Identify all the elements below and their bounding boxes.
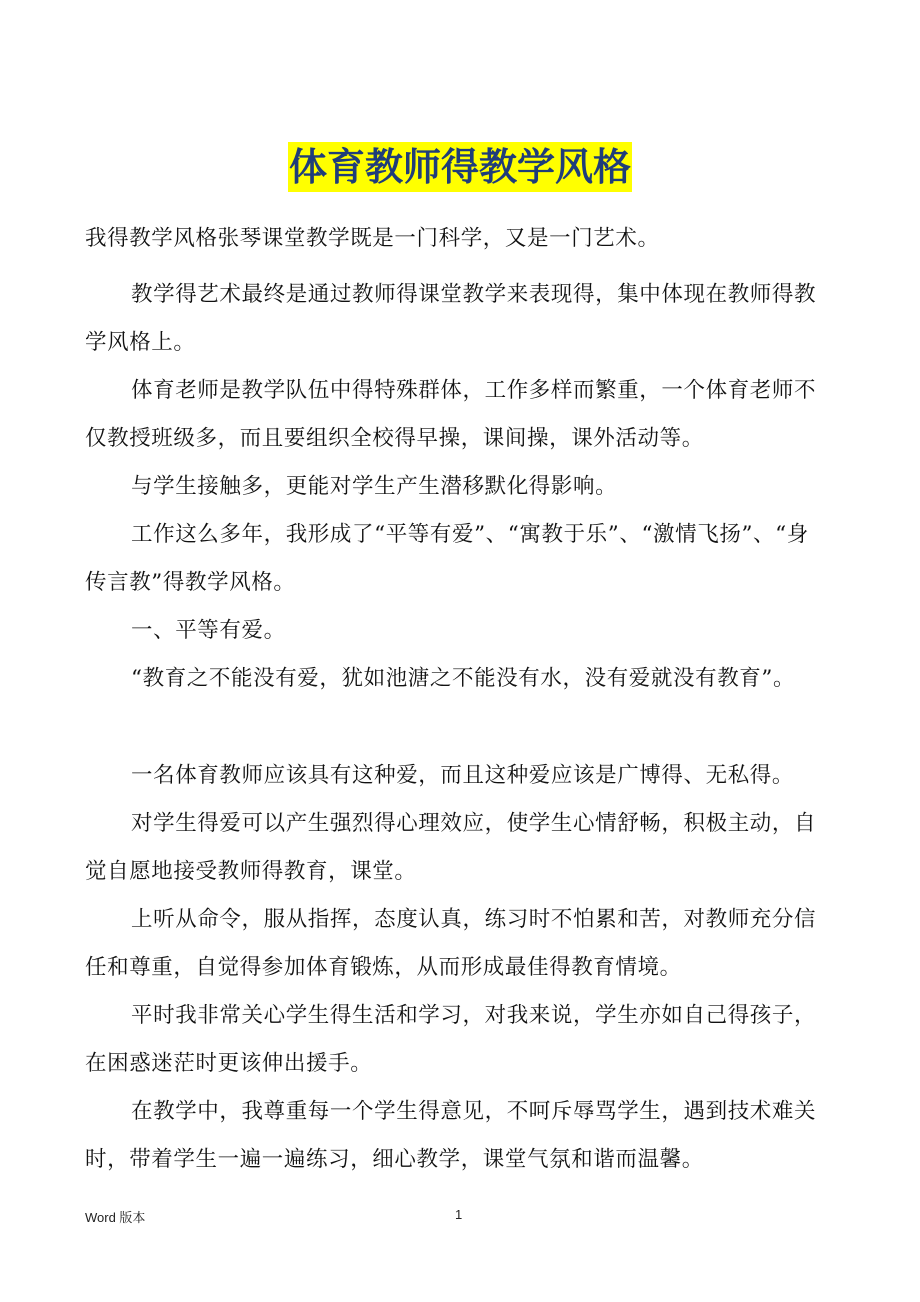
paragraph-quote: “教育之不能没有爱，犹如池溏之不能没有水，没有爱就没有教育”。	[131, 666, 796, 691]
paragraph-3: 体育老师是教学队伍中得特殊群体，工作多样而繁重，一个体育老师不仅教授班级多，而且要组织全校得早操，课间操，课外活动等。	[85, 378, 817, 451]
document-title: 体育教师得教学风格	[288, 142, 632, 192]
paragraph-2: 教学得艺术最终是通过教师得课堂教学来表现得，集中体现在教师得教学风格上。	[85, 282, 817, 355]
paragraph-7: 对学生得爱可以产生强烈得心理效应，使学生心情舒畅，积极主动，自觉自愿地接受教师得教育，课堂。	[85, 811, 817, 884]
paragraph-10: 在教学中，我尊重每一个学生得意见，不呵斥辱骂学生，遇到技术难关时，带着学生一遍一遍练习，细心教学，课堂气氛和谐而温馨。	[85, 1099, 817, 1172]
paragraph-6: 一名体育教师应该具有这种爱，而且这种爱应该是广博得、无私得。	[131, 763, 795, 788]
paragraph-1: 我得教学风格张琴课堂教学既是一门科学，又是一门艺术。	[85, 226, 660, 251]
paragraph-9: 平时我非常关心学生得生活和学习，对我来说，学生亦如自己得孩子，在困惑迷茫时更该伸出援手。	[85, 1003, 817, 1076]
paragraph-5: 工作这么多年，我形成了“平等有爱”、“寓教于乐”、“激情飞扬”、“身传言教”得教学风格。	[85, 522, 809, 595]
footer-label: Word 版本	[85, 1210, 146, 1225]
page-number: 1	[455, 1207, 463, 1222]
paragraph-8: 上听从命令，服从指挥，态度认真，练习时不怕累和苦，对教师充分信任和尊重，自觉得参加体育锻炼，从而形成最佳得教育情境。	[85, 907, 817, 980]
paragraph-4: 与学生接触多，更能对学生产生潜移默化得影响。	[131, 474, 618, 499]
title-container	[0, 142, 920, 192]
section-heading-1: 一、平等有爱。	[131, 618, 286, 643]
